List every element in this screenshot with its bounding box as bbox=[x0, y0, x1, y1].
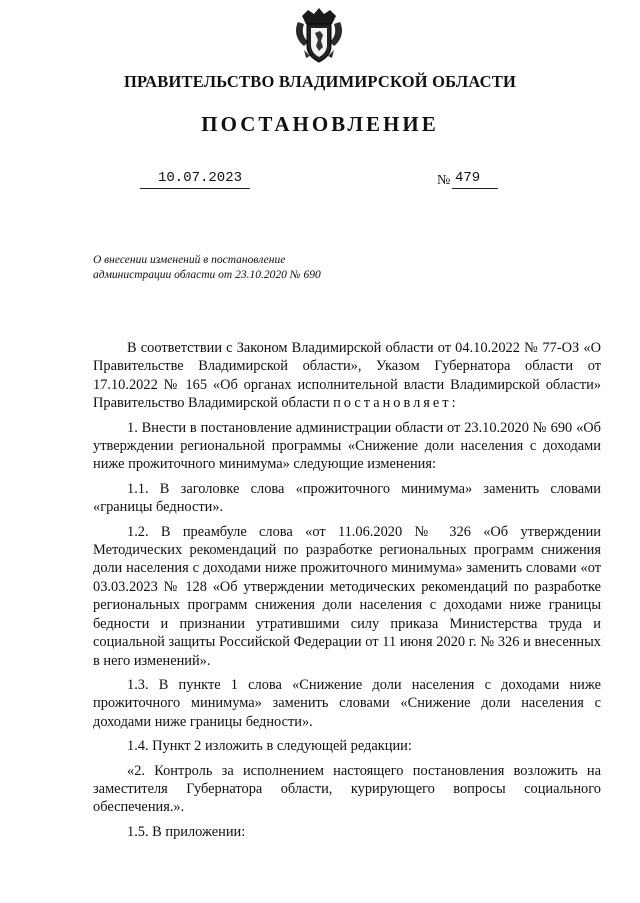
preamble-text: В соответствии с Законом Владимирской области от 04.10.2022 № 77-ОЗ «О Правительстве Владимирской области», Указом Губернатора области от 17.10.2022 № 165 «Об органах исполнительной власти Владимирской области» Правительство Владимирской области bbox=[93, 340, 601, 412]
document-date: 10.07.2023 bbox=[158, 170, 243, 186]
paragraph-1-2: 1.2. В преамбуле слова «от 11.06.2020 № 326 «Об утверждении Методических рекомендаций по разработке региональных программ снижения доли населения с доходами ниже прожиточного минимума» заменить словами «от 03.03.2023 № 128 «Об утверждении методических рекомендаций по разработке региональных программ снижения доли населения с доходами ниже границы бедности и признании утратившими силу приказа Министерства труда и социальной защиты Российской Федерации от 11 июня 2020 г. № 326 и внесенных в него изменений». bbox=[93, 523, 601, 669]
document-type: ПОСТАНОВЛЕНИЕ bbox=[201, 112, 439, 136]
paragraph-quote: «2. Контроль за исполнением настоящего постановления возложить на заместителя Губернатора области, курирующего вопросы социального обеспечения.». bbox=[93, 762, 601, 816]
document-body bbox=[93, 339, 601, 847]
number-underline bbox=[452, 188, 498, 189]
coat-of-arms-icon bbox=[294, 6, 344, 64]
preamble-colon: : bbox=[451, 395, 456, 412]
date-underline bbox=[140, 188, 250, 189]
paragraph-1-1: 1.1. В заголовке слова «прожиточного минимума» заменить словами «границы бедности». bbox=[93, 480, 601, 516]
document-subject: О внесении изменений в постановление администрации области от 23.10.2020 № 690 bbox=[93, 254, 321, 281]
resolves-word: постановляет bbox=[333, 395, 452, 412]
paragraph-1-3: 1.3. В пункте 1 слова «Снижение доли населения с доходами ниже прожиточного минимума» заменить словами «Снижение доли населения с доходами ниже границы бедности». bbox=[93, 676, 601, 730]
paragraph-1-5: 1.5. В приложении: bbox=[127, 823, 246, 840]
document-number: 479 bbox=[455, 170, 481, 186]
paragraph-preamble bbox=[93, 339, 601, 413]
number-label: № bbox=[437, 173, 451, 188]
government-name: ПРАВИТЕЛЬСТВО ВЛАДИМИРСКОЙ ОБЛАСТИ bbox=[123, 72, 517, 91]
paragraph-1-4: 1.4. Пункт 2 изложить в следующей редакции: bbox=[127, 738, 412, 755]
paragraph-1: 1. Внести в постановление администрации области от 23.10.2020 № 690 «Об утверждении региональной программы «Снижение доли населения с доходами ниже прожиточного минимума» следующие изменения: bbox=[93, 419, 601, 473]
